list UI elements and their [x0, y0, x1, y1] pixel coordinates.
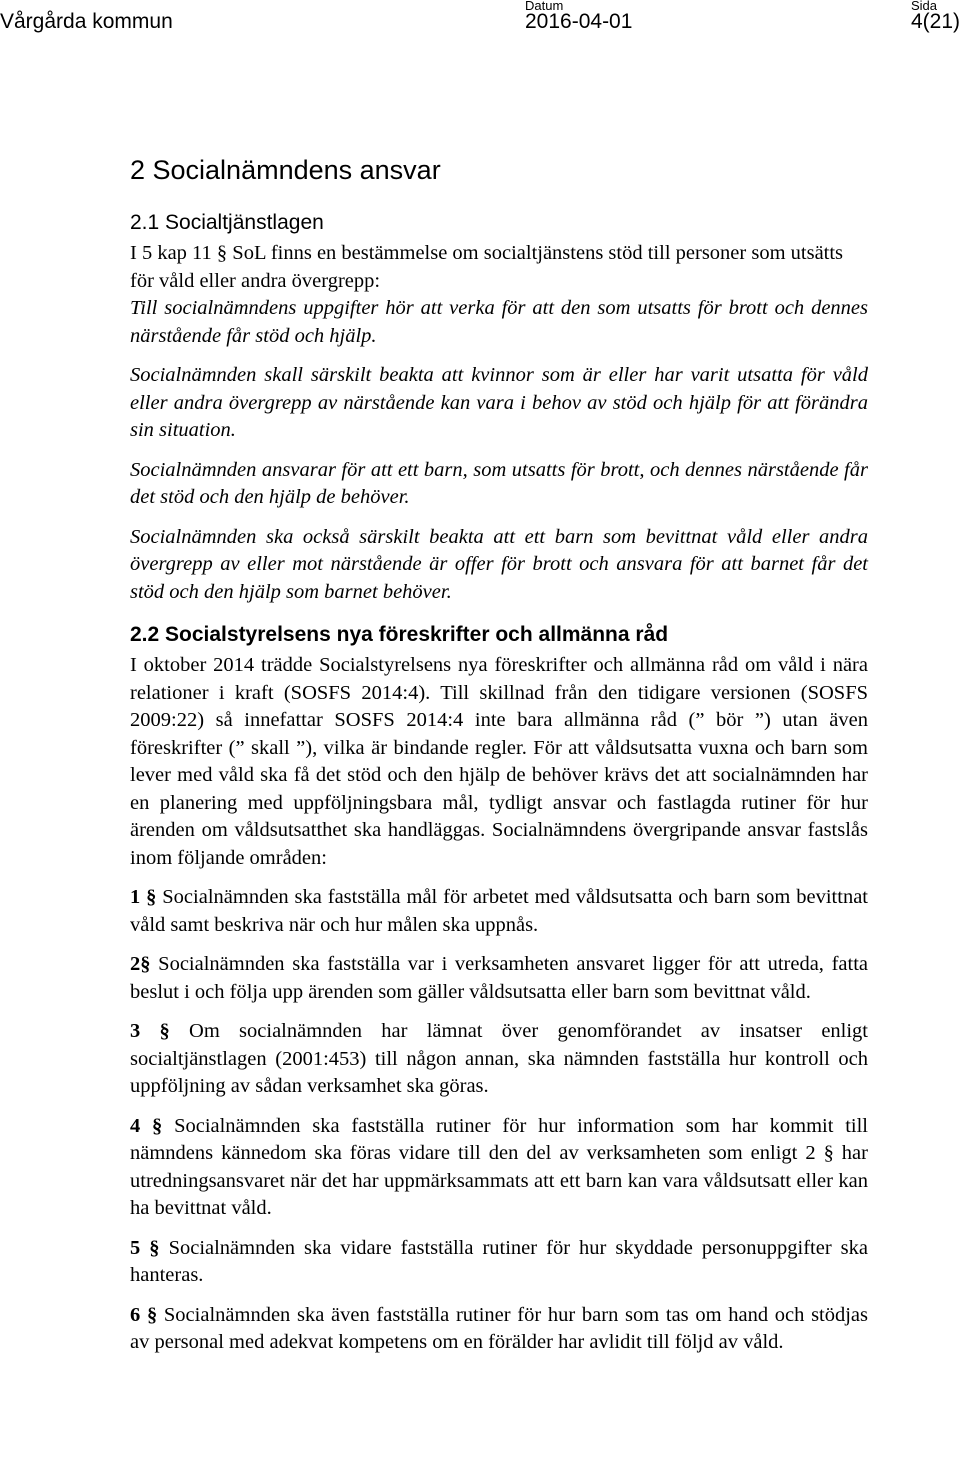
item-number: 4 § [130, 1114, 163, 1137]
intro-paragraph: I 5 kap 11 § SoL finns en bestämmelse om socialtjänstens stöd till personer som utsätts för våld eller andra övergrepp: [130, 242, 844, 292]
item-number: 3 § [130, 1020, 170, 1042]
subsection-title-socialtjanstlagen: 2.1 Socialtjänstlagen [130, 211, 324, 234]
page-number: 4(21) [911, 10, 960, 33]
list-item [130, 951, 868, 1006]
list-item [130, 1235, 868, 1290]
item-number: 2§ [130, 953, 151, 975]
item-text: Socialnämnden ska fastställa var i verksamheten ansvaret ligger för att utreda, fatta beslut i och följa upp ärenden som gäller våldsutsatta eller barn som bevittnat våld. [130, 953, 868, 1003]
list-item [130, 1113, 868, 1223]
section-title: 2 Socialnämndens ansvar [130, 155, 441, 185]
law-quote-1: Till socialnämndens uppgifter hör att verka för att den som utsatts för brott och dennes närstående får stöd och hjälp. [130, 297, 868, 347]
item-number: 6 § [130, 1303, 158, 1326]
item-number: 5 § [130, 1236, 160, 1259]
list-item [130, 884, 868, 939]
document-body [130, 150, 868, 1357]
regulations-paragraph: I oktober 2014 trädde Socialstyrelsens nya föreskrifter och allmänna råd om våld i nära relationer i kraft (SOSFS 2014:4). Till skillnad från den tidigare versionen (SOSFS 2009:22) så innefattar SOSFS 2014:4 inte bara allmänna råd (” bör ”) utan även föreskrifter (” skall ”), vilka är bindande regler. För att våldsutsatta vuxna och barn som lever med våld ska få det stöd och den hjälp de behöver krävs det att socialnämnden har en planering med uppföljningsbara mål, tydligt ansvar och fastlagda rutiner för hur ärenden om våldsutsatthet ska handläggas. Socialnämndens övergripande ansvar fastslås inom följande områden: [130, 654, 868, 869]
page-header [0, 0, 960, 40]
subsection-title-socialstyrelsen: 2.2 Socialstyrelsens nya föreskrifter och allmänna råd [130, 623, 669, 646]
item-text: Socialnämnden ska fastställa rutiner för hur information som har kommit till nämndens kännedom ska föras vidare till den del av verksamheten som enligt 2 § har utredningsansvaret när det har uppmärksammats att ett barn kan vara våldsutsatt eller kan ha bevittnat våld. [130, 1114, 868, 1219]
list-item [130, 1302, 868, 1357]
page-caption: Sida [911, 0, 938, 13]
item-text: Socialnämnden ska även fastställa rutiner för hur barn som tas om hand och stödjas av personal med adekvat kompetens om en förälder har avlidit till följd av våld. [130, 1303, 869, 1353]
organization-name: Vårgårda kommun [0, 10, 173, 33]
item-text: Socialnämnden ska fastställa mål för arbetet med våldsutsatta och barn som bevittnat våld samt beskriva när och hur målen ska uppnås. [130, 886, 868, 936]
document-date: 2016-04-01 [525, 10, 633, 33]
law-quote-3: Socialnämnden ansvarar för att ett barn, som utsatts för brott, och dennes närstående får det stöd och den hjälp de behöver. [130, 458, 868, 508]
list-item [130, 1018, 868, 1101]
law-quote-2: Socialnämnden skall särskilt beakta att kvinnor som är eller har varit utsatta för våld eller andra övergrepp av närstående kan vara i behov av stöd och hjälp för att förändra sin situation. [130, 364, 868, 441]
item-text: Socialnämnden ska vidare fastställa rutiner för hur skyddade personuppgifter ska hanteras. [130, 1236, 869, 1286]
date-caption: Datum [525, 0, 564, 13]
item-number: 1 § [130, 886, 157, 908]
item-text: Om socialnämnden har lämnat över genomförandet av insatser enligt socialtjänstlagen (2001:453) till någon annan, ska nämnden fastställa hur kontroll och uppföljning av sådan verksamhet ska göras. [130, 1020, 868, 1097]
law-quote-4: Socialnämnden ska också särskilt beakta att ett barn som bevittnat våld eller andra övergrepp av eller mot närstående är offer för brott och ansvara för att barnet får det stöd och den hjälp som barnet behöver. [130, 525, 868, 603]
